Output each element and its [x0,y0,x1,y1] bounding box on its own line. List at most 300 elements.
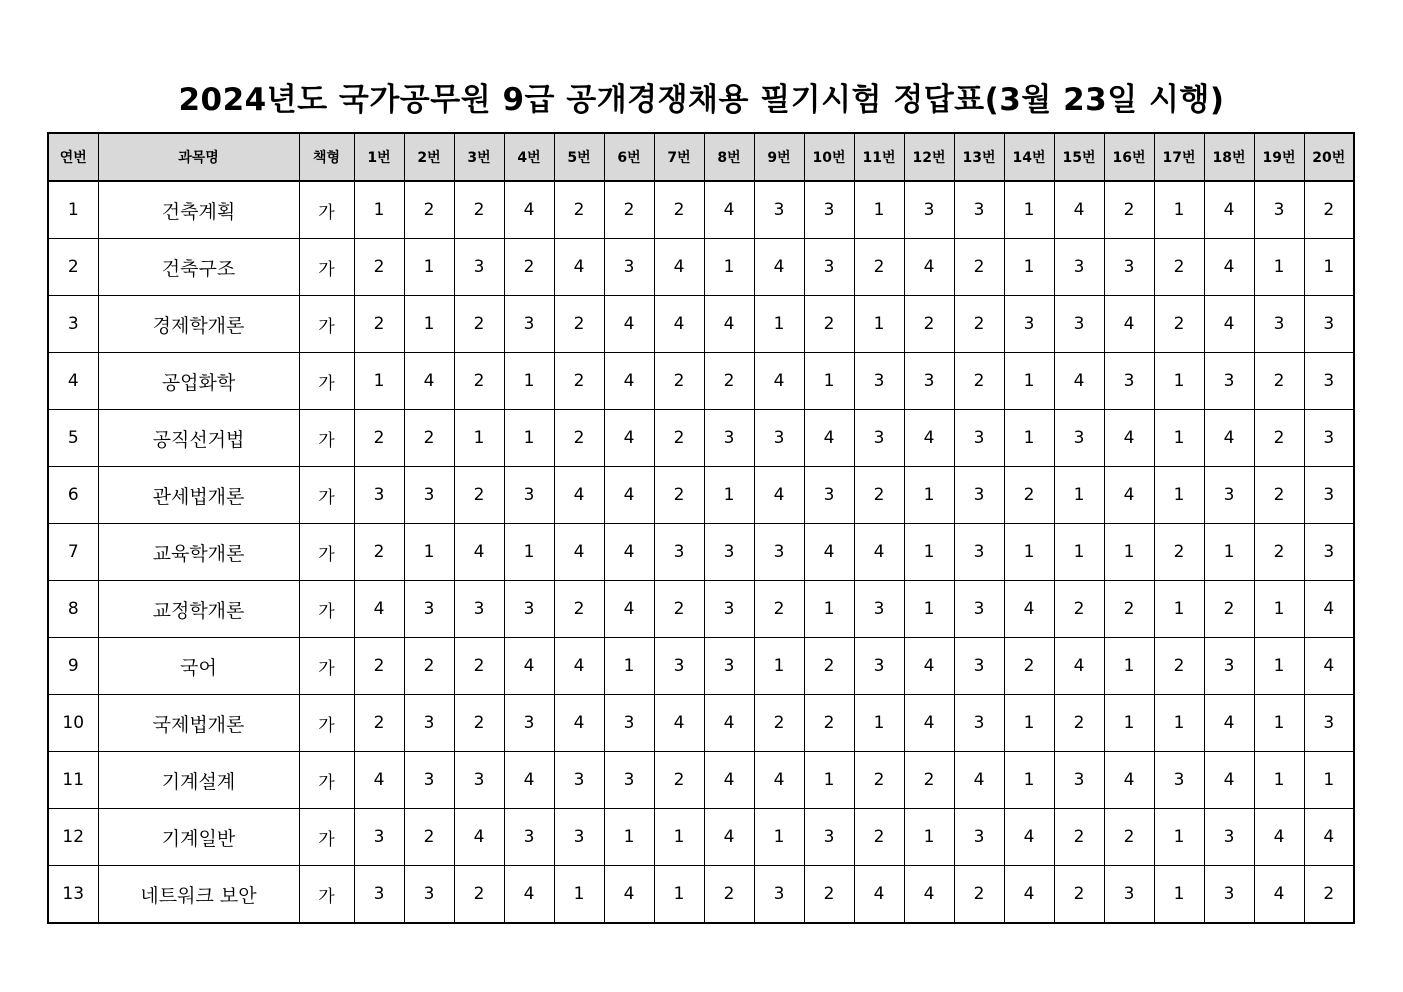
answer-cell: 4 [904,239,954,296]
row-number: 5 [48,410,98,467]
answer-cell: 4 [354,752,404,809]
answer-cell: 2 [1154,239,1204,296]
row-number: 1 [48,181,98,239]
row-number: 11 [48,752,98,809]
answer-cell: 3 [1204,809,1254,866]
answer-cell: 2 [854,239,904,296]
booklet-type: 가 [299,181,354,239]
column-header: 7번 [654,133,704,181]
answer-cell: 1 [1254,695,1304,752]
answer-cell: 4 [754,239,804,296]
answer-cell: 3 [1004,296,1054,353]
answer-cell: 3 [404,866,454,924]
page-title: 2024년도 국가공무원 9급 공개경쟁채용 필기시험 정답표(3월 23일 시행) [178,82,1225,118]
column-header: 과목명 [98,133,299,181]
answer-cell: 3 [604,695,654,752]
answer-cell: 2 [554,353,604,410]
answer-cell: 1 [1254,581,1304,638]
answer-cell: 1 [354,353,404,410]
answer-cell: 3 [404,752,454,809]
answer-cell: 1 [1254,752,1304,809]
answer-cell: 2 [1054,581,1104,638]
answer-cell: 3 [654,524,704,581]
booklet-type: 가 [299,638,354,695]
answer-cell: 1 [1054,467,1104,524]
answer-cell: 4 [804,410,854,467]
column-header: 13번 [954,133,1004,181]
column-header: 1번 [354,133,404,181]
answer-cell: 2 [854,467,904,524]
answer-cell: 1 [1004,353,1054,410]
answer-cell: 2 [354,239,404,296]
answer-cell: 2 [804,866,854,924]
answer-cell: 4 [604,410,654,467]
answer-cell: 3 [454,752,504,809]
answer-cell: 1 [354,181,404,239]
answer-cell: 3 [1054,752,1104,809]
answer-cell: 2 [454,467,504,524]
answer-cell: 2 [354,296,404,353]
answer-cell: 4 [604,581,654,638]
subject-name: 공직선거법 [98,410,299,467]
answer-cell: 3 [554,809,604,866]
answer-cell: 1 [1254,638,1304,695]
answer-cell: 4 [554,467,604,524]
answer-cell: 2 [1104,581,1154,638]
answer-cell: 1 [1154,809,1204,866]
column-header: 15번 [1054,133,1104,181]
answer-cell: 2 [804,638,854,695]
answer-cell: 2 [654,410,704,467]
answer-cell: 4 [654,695,704,752]
subject-name: 교정학개론 [98,581,299,638]
answer-cell: 2 [454,695,504,752]
column-header: 5번 [554,133,604,181]
answer-cell: 4 [404,353,454,410]
answer-cell: 3 [954,638,1004,695]
answer-cell: 4 [1054,638,1104,695]
table-body [48,181,1354,923]
column-header: 8번 [704,133,754,181]
column-header: 9번 [754,133,804,181]
answer-cell: 1 [1204,524,1254,581]
answer-cell: 4 [504,866,554,924]
answer-cell: 4 [904,410,954,467]
answer-cell: 2 [704,866,754,924]
column-header: 20번 [1304,133,1354,181]
answer-cell: 2 [554,181,604,239]
answer-cell: 4 [454,524,504,581]
answer-cell: 3 [1304,296,1354,353]
answer-cell: 3 [854,638,904,695]
answer-cell: 1 [904,467,954,524]
column-header: 책형 [299,133,354,181]
answer-cell: 4 [954,752,1004,809]
answer-cell: 2 [504,239,554,296]
answer-cell: 3 [754,866,804,924]
answer-cell: 1 [554,866,604,924]
answer-cell: 4 [354,581,404,638]
answer-cell: 1 [404,239,454,296]
answer-cell: 1 [1154,581,1204,638]
answer-cell: 2 [654,581,704,638]
booklet-type: 가 [299,866,354,924]
answer-cell: 3 [954,410,1004,467]
answer-cell: 1 [1154,866,1204,924]
answer-cell: 3 [954,695,1004,752]
answer-cell: 4 [704,809,754,866]
subject-name: 건축계획 [98,181,299,239]
answer-cell: 4 [504,752,554,809]
column-header: 10번 [804,133,854,181]
answer-cell: 4 [1004,809,1054,866]
table-row [48,752,1354,809]
answer-cell: 3 [1304,353,1354,410]
answer-cell: 2 [1154,638,1204,695]
answer-cell: 3 [1304,467,1354,524]
answer-cell: 1 [604,809,654,866]
answer-cell: 2 [754,695,804,752]
booklet-type: 가 [299,695,354,752]
answer-cell: 4 [604,353,654,410]
answer-cell: 1 [904,581,954,638]
answer-cell: 1 [604,638,654,695]
answer-cell: 3 [454,239,504,296]
answer-cell: 1 [1104,638,1154,695]
booklet-type: 가 [299,752,354,809]
answer-cell: 2 [354,410,404,467]
answer-cell: 3 [1304,695,1354,752]
answer-cell: 3 [954,809,1004,866]
answer-cell: 3 [404,467,454,524]
table-row [48,866,1354,924]
booklet-type: 가 [299,581,354,638]
answer-cell: 4 [604,296,654,353]
table-row [48,695,1354,752]
row-number: 2 [48,239,98,296]
answer-cell: 2 [404,410,454,467]
answer-cell: 2 [1054,695,1104,752]
answer-cell: 3 [504,296,554,353]
answer-cell: 3 [804,467,854,524]
answer-cell: 4 [654,239,704,296]
answer-cell: 1 [1004,239,1054,296]
answer-cell: 1 [654,809,704,866]
answer-cell: 3 [854,581,904,638]
answer-cell: 1 [1154,353,1204,410]
row-number: 12 [48,809,98,866]
answer-cell: 3 [1054,410,1104,467]
column-header: 3번 [454,133,504,181]
answer-cell: 3 [1304,524,1354,581]
answer-cell: 1 [754,638,804,695]
answer-cell: 2 [954,296,1004,353]
answer-cell: 1 [854,695,904,752]
column-header: 4번 [504,133,554,181]
answer-cell: 3 [904,353,954,410]
subject-name: 국어 [98,638,299,695]
answer-cell: 4 [1204,239,1254,296]
answer-cell: 3 [954,467,1004,524]
answer-cell: 4 [1254,809,1304,866]
row-number: 3 [48,296,98,353]
answer-cell: 2 [354,524,404,581]
answer-cell: 1 [1154,410,1204,467]
answer-cell: 4 [804,524,854,581]
answer-cell: 1 [1154,181,1204,239]
answer-cell: 4 [1104,410,1154,467]
answer-cell: 1 [854,181,904,239]
answer-cell: 2 [654,467,704,524]
answer-cell: 3 [354,866,404,924]
answer-cell: 2 [804,296,854,353]
answer-cell: 4 [1104,752,1154,809]
subject-name: 건축구조 [98,239,299,296]
answer-cell: 3 [354,467,404,524]
answer-cell: 2 [654,752,704,809]
answer-cell: 2 [1254,524,1304,581]
subject-name: 기계설계 [98,752,299,809]
answer-cell: 3 [354,809,404,866]
answer-table [47,132,1355,924]
answer-cell: 3 [804,181,854,239]
answer-cell: 3 [804,239,854,296]
answer-cell: 3 [1254,296,1304,353]
answer-cell: 2 [954,866,1004,924]
answer-cell: 4 [1254,866,1304,924]
answer-cell: 2 [754,581,804,638]
subject-name: 공업화학 [98,353,299,410]
answer-cell: 1 [904,524,954,581]
answer-cell: 2 [554,581,604,638]
answer-cell: 2 [654,353,704,410]
table-row [48,809,1354,866]
answer-cell: 3 [1104,353,1154,410]
answer-cell: 2 [1004,467,1054,524]
row-number: 4 [48,353,98,410]
answer-cell: 2 [454,866,504,924]
answer-cell: 1 [454,410,504,467]
answer-cell: 4 [1204,695,1254,752]
answer-cell: 3 [554,752,604,809]
answer-cell: 3 [804,809,854,866]
answer-cell: 1 [1254,239,1304,296]
answer-cell: 3 [1154,752,1204,809]
answer-cell: 2 [554,410,604,467]
subject-name: 국제법개론 [98,695,299,752]
answer-cell: 3 [854,353,904,410]
answer-cell: 3 [754,181,804,239]
answer-cell: 4 [1054,181,1104,239]
table-row [48,467,1354,524]
answer-cell: 3 [454,581,504,638]
answer-cell: 2 [804,695,854,752]
answer-cell: 2 [1104,809,1154,866]
answer-cell: 3 [704,638,754,695]
answer-cell: 2 [854,752,904,809]
answer-cell: 1 [404,296,454,353]
answer-cell: 3 [1104,239,1154,296]
table-row [48,524,1354,581]
answer-cell: 3 [754,524,804,581]
answer-cell: 2 [1304,866,1354,924]
row-number: 6 [48,467,98,524]
answer-cell: 3 [604,752,654,809]
answer-cell: 1 [754,296,804,353]
table-row [48,181,1354,239]
answer-cell: 2 [904,752,954,809]
column-header: 12번 [904,133,954,181]
table-row [48,296,1354,353]
answer-cell: 3 [1204,866,1254,924]
answer-cell: 1 [1004,410,1054,467]
answer-cell: 2 [1154,296,1204,353]
answer-cell: 4 [554,638,604,695]
answer-cell: 4 [604,866,654,924]
answer-cell: 4 [1004,581,1054,638]
answer-cell: 3 [604,239,654,296]
answer-cell: 3 [504,581,554,638]
answer-cell: 3 [1304,410,1354,467]
answer-cell: 1 [804,752,854,809]
answer-cell: 4 [1304,581,1354,638]
answer-cell: 4 [704,695,754,752]
answer-cell: 3 [1104,866,1154,924]
answer-cell: 4 [754,467,804,524]
answer-cell: 3 [854,410,904,467]
answer-cell: 1 [504,524,554,581]
answer-cell: 4 [1104,296,1154,353]
answer-cell: 4 [754,353,804,410]
answer-cell: 4 [854,866,904,924]
subject-name: 교육학개론 [98,524,299,581]
answer-cell: 1 [504,353,554,410]
answer-cell: 4 [1304,809,1354,866]
answer-cell: 2 [554,296,604,353]
answer-cell: 2 [354,695,404,752]
answer-cell: 4 [554,239,604,296]
answer-cell: 4 [1004,866,1054,924]
answer-cell: 1 [1104,695,1154,752]
answer-cell: 3 [1204,638,1254,695]
answer-cell: 3 [404,695,454,752]
column-header: 19번 [1254,133,1304,181]
answer-cell: 3 [654,638,704,695]
answer-cell: 4 [1204,410,1254,467]
row-number: 7 [48,524,98,581]
answer-cell: 1 [1154,467,1204,524]
answer-cell: 1 [804,353,854,410]
answer-cell: 3 [754,410,804,467]
answer-cell: 4 [1104,467,1154,524]
table-row [48,410,1354,467]
table-row [48,638,1354,695]
answer-cell: 1 [504,410,554,467]
answer-cell: 2 [354,638,404,695]
booklet-type: 가 [299,410,354,467]
answer-cell: 2 [1054,809,1104,866]
answer-cell: 2 [1304,181,1354,239]
answer-cell: 2 [704,353,754,410]
answer-cell: 3 [1254,181,1304,239]
column-header: 2번 [404,133,454,181]
header-row [48,133,1354,181]
subject-name: 네트워크 보안 [98,866,299,924]
answer-cell: 4 [904,638,954,695]
answer-cell: 2 [1004,638,1054,695]
answer-cell: 4 [554,524,604,581]
answer-cell: 3 [704,410,754,467]
answer-cell: 2 [1254,467,1304,524]
answer-cell: 2 [454,296,504,353]
answer-cell: 3 [1204,467,1254,524]
answer-cell: 4 [704,181,754,239]
answer-cell: 2 [454,181,504,239]
answer-cell: 1 [1004,752,1054,809]
answer-cell: 4 [1204,181,1254,239]
column-header: 14번 [1004,133,1054,181]
booklet-type: 가 [299,524,354,581]
column-header: 연번 [48,133,98,181]
answer-cell: 3 [404,581,454,638]
answer-cell: 3 [954,524,1004,581]
answer-cell: 2 [1254,353,1304,410]
answer-cell: 1 [1054,524,1104,581]
answer-cell: 2 [454,638,504,695]
answer-cell: 1 [654,866,704,924]
answer-cell: 1 [704,239,754,296]
answer-cell: 2 [1104,181,1154,239]
table-row [48,353,1354,410]
answer-cell: 4 [454,809,504,866]
answer-cell: 4 [604,467,654,524]
answer-cell: 2 [604,181,654,239]
answer-cell: 4 [904,695,954,752]
column-header: 17번 [1154,133,1204,181]
answer-cell: 2 [404,638,454,695]
answer-cell: 1 [1004,524,1054,581]
answer-cell: 3 [504,467,554,524]
booklet-type: 가 [299,239,354,296]
booklet-type: 가 [299,809,354,866]
answer-cell: 2 [654,181,704,239]
answer-cell: 1 [1304,752,1354,809]
answer-cell: 1 [754,809,804,866]
answer-cell: 3 [1054,239,1104,296]
answer-cell: 3 [954,581,1004,638]
answer-cell: 4 [704,296,754,353]
answer-cell: 2 [1054,866,1104,924]
answer-cell: 2 [1204,581,1254,638]
answer-cell: 1 [854,296,904,353]
answer-cell: 2 [954,353,1004,410]
answer-cell: 1 [904,809,954,866]
answer-cell: 4 [904,866,954,924]
answer-cell: 4 [554,695,604,752]
row-number: 9 [48,638,98,695]
answer-cell: 4 [654,296,704,353]
table-row [48,581,1354,638]
answer-cell: 3 [1204,353,1254,410]
answer-cell: 3 [904,181,954,239]
answer-cell: 4 [504,638,554,695]
answer-cell: 1 [1154,695,1204,752]
answer-cell: 2 [904,296,954,353]
column-header: 18번 [1204,133,1254,181]
answer-cell: 4 [604,524,654,581]
answer-cell: 1 [704,467,754,524]
column-header: 16번 [1104,133,1154,181]
